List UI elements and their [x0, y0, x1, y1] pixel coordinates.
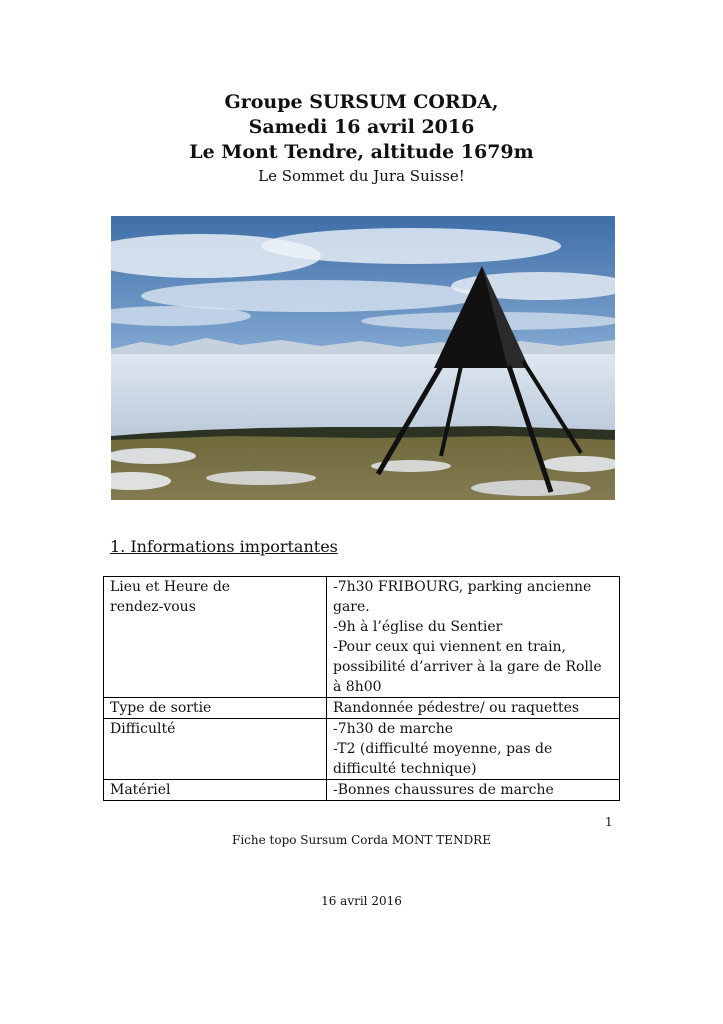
title-date: Samedi 16 avril 2016	[248, 116, 475, 138]
row-label	[104, 698, 327, 719]
label-line: rendez-vous	[110, 599, 196, 615]
summit-pyramid-image	[111, 216, 615, 500]
footer-date: 16 avril 2016	[321, 894, 402, 908]
label-line: Lieu et Heure de	[110, 579, 231, 595]
value-line: -T2 (difficulté moyenne, pas de	[333, 741, 553, 757]
page-number: 1	[605, 815, 613, 829]
row-label	[104, 780, 327, 801]
label-line: Type de sortie	[110, 700, 212, 716]
table-row	[104, 719, 620, 780]
table-row	[104, 780, 620, 801]
value-line: possibilité d’arriver à la gare de Rolle	[333, 659, 602, 675]
summit-photo	[111, 216, 615, 500]
value-line: -Pour ceux qui viennent en train,	[333, 639, 567, 655]
title-destination: Le Mont Tendre, altitude 1679m	[189, 141, 534, 163]
value-line: -9h à l’église du Sentier	[333, 619, 503, 635]
value-line: Randonnée pédestre/ ou raquettes	[333, 700, 580, 716]
label-line: Difficulté	[110, 721, 176, 737]
title-block	[0, 90, 723, 187]
value-line: -Bonnes chaussures de marche	[333, 782, 554, 798]
row-value	[327, 719, 620, 780]
footer-topo-title: Fiche topo Sursum Corda MONT TENDRE	[232, 833, 491, 847]
subtitle: Le Sommet du Jura Suisse!	[258, 167, 465, 185]
value-line: -7h30 FRIBOURG, parking ancienne	[333, 579, 592, 595]
table-row	[104, 698, 620, 719]
label-line: Matériel	[110, 782, 171, 798]
section-heading: 1. Informations importantes	[110, 537, 338, 556]
title-group: Groupe SURSUM CORDA,	[224, 91, 499, 113]
row-value	[327, 780, 620, 801]
table-row	[104, 577, 620, 698]
value-line: -7h30 de marche	[333, 721, 454, 737]
info-table	[103, 576, 620, 801]
row-label	[104, 719, 327, 780]
value-line: gare.	[333, 599, 370, 615]
value-line: difficulté technique)	[333, 761, 477, 777]
row-value	[327, 577, 620, 698]
row-value	[327, 698, 620, 719]
value-line: à 8h00	[333, 679, 382, 695]
row-label	[104, 577, 327, 698]
